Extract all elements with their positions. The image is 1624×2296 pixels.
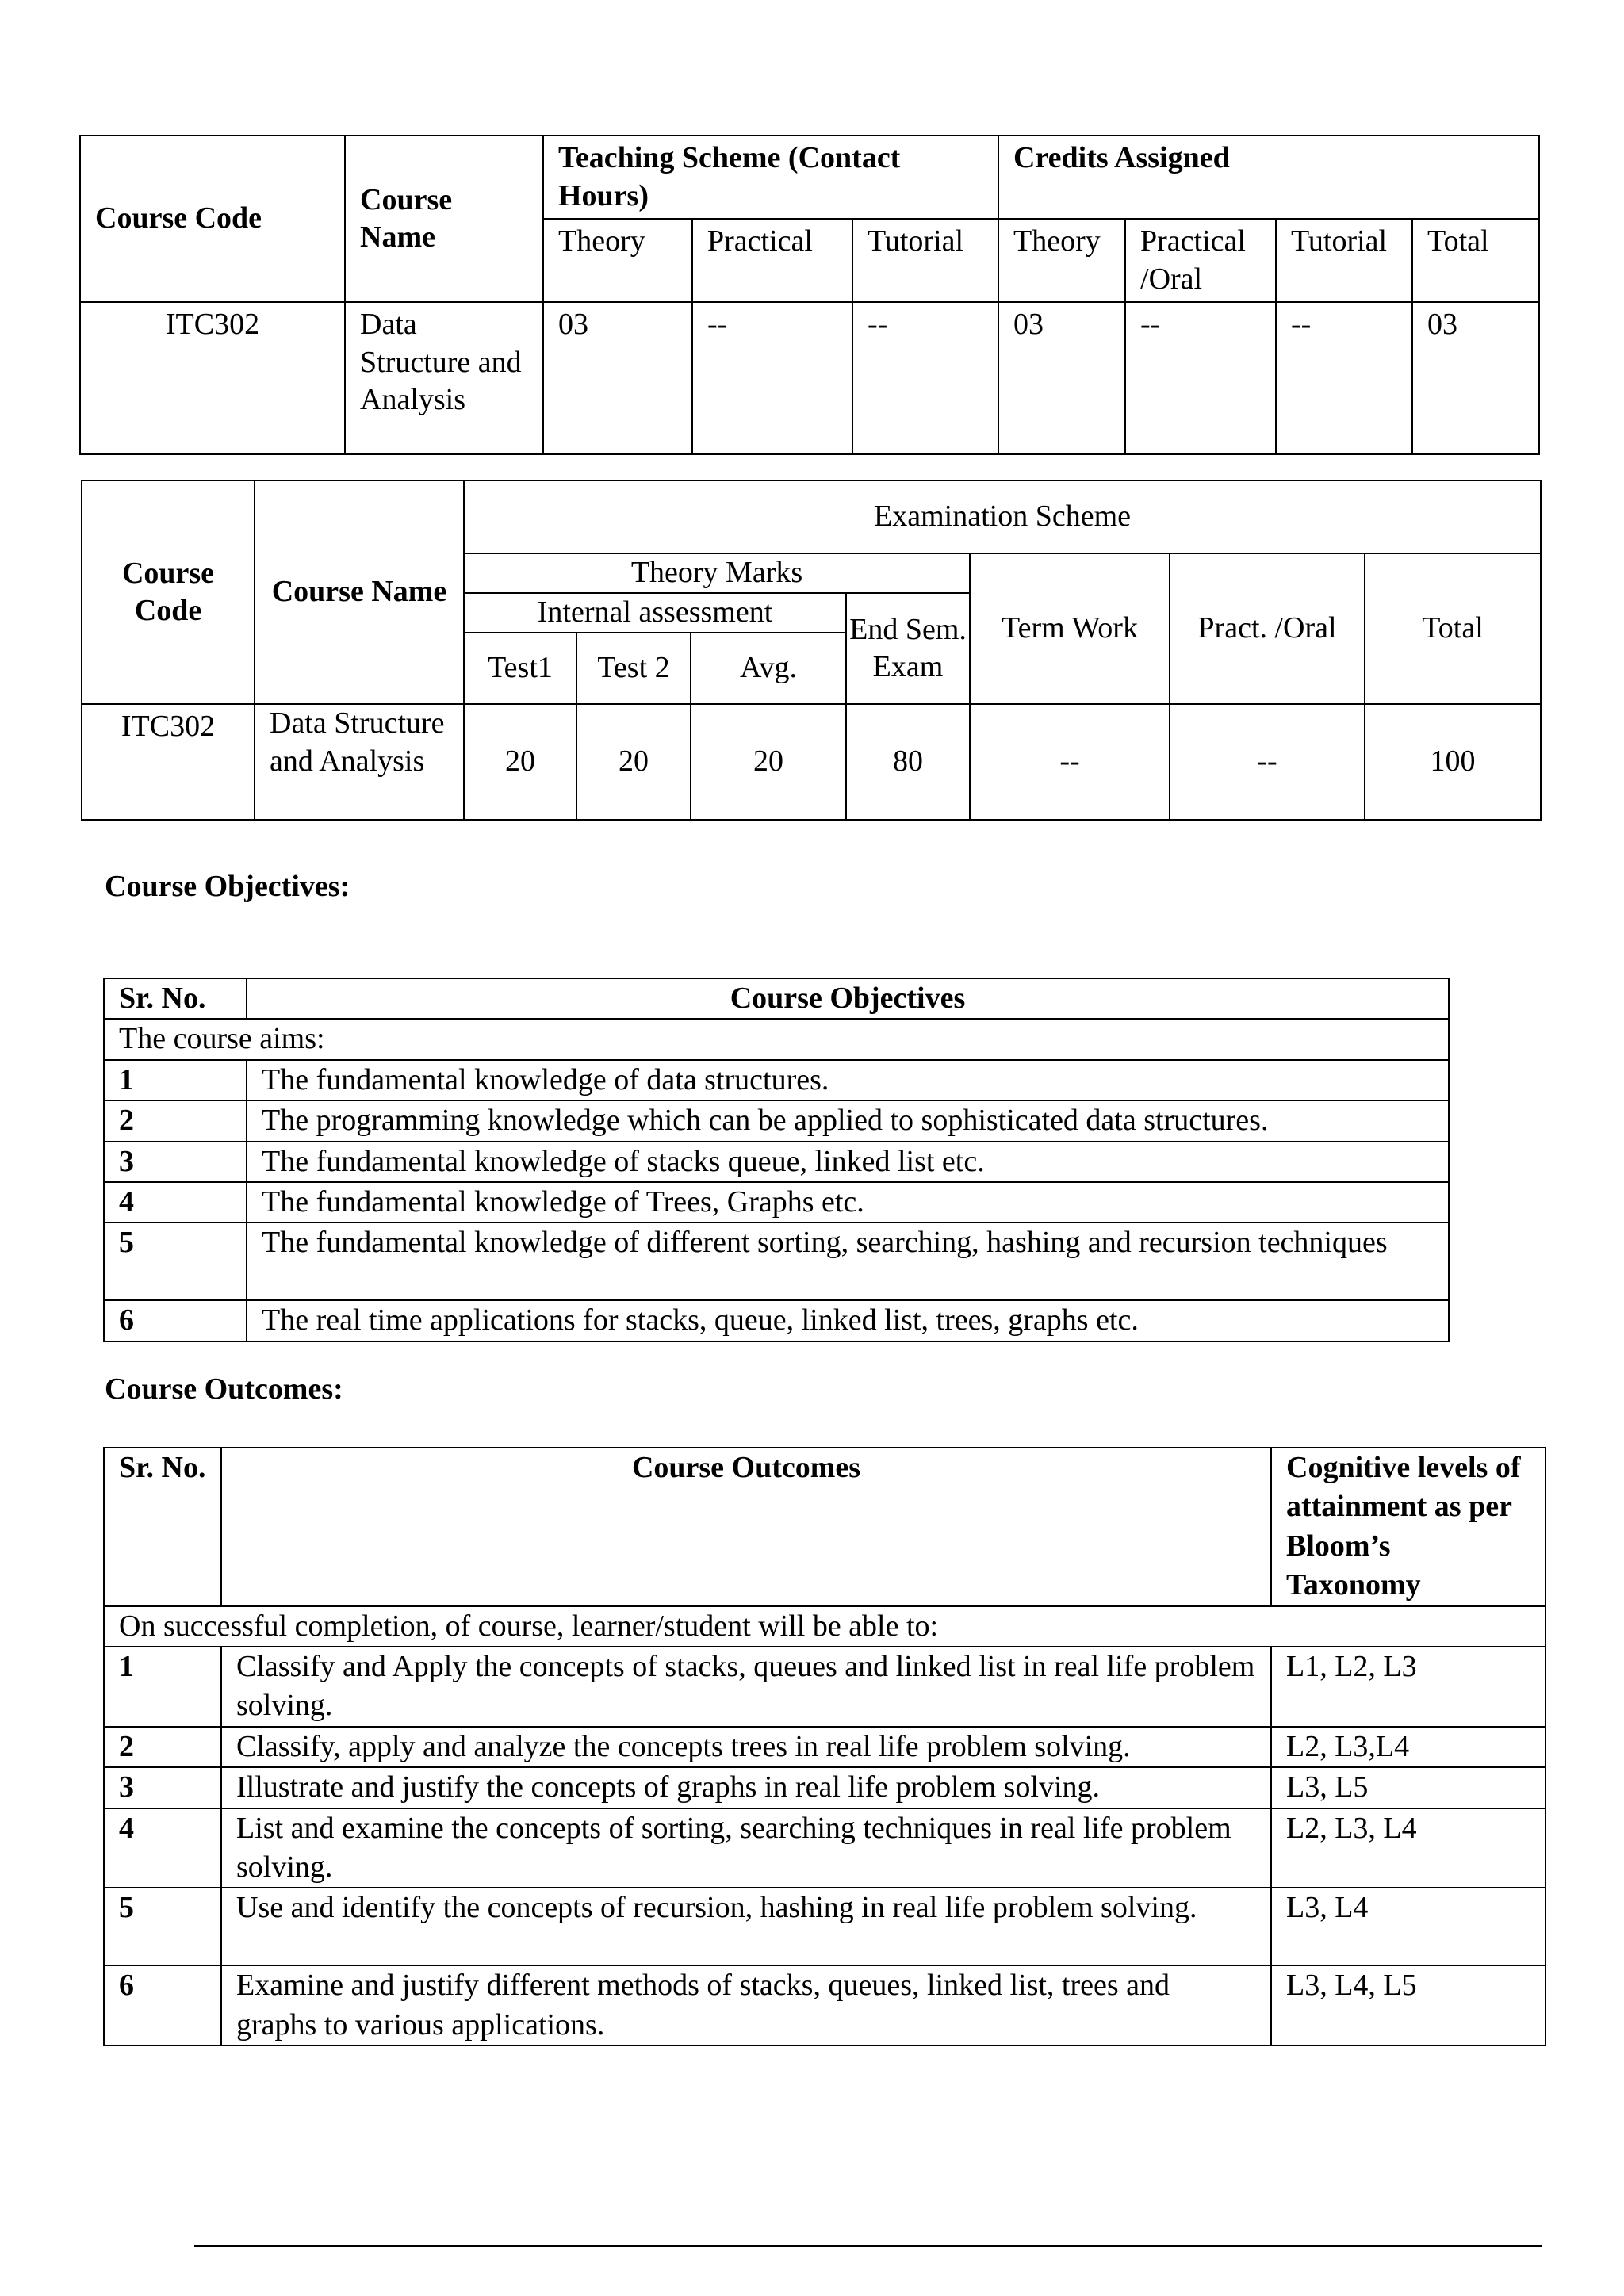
table-row [104, 1767, 1545, 1808]
header-teaching-scheme: Teaching Scheme (Contact Hours) [543, 136, 998, 219]
theory-hours-cell: 03 [543, 302, 692, 454]
header-sr-no: Sr. No. [104, 1448, 221, 1606]
test1-cell: 20 [464, 704, 576, 820]
sub-header-credit-tutorial: Tutorial [1276, 219, 1412, 302]
header-theory-marks: Theory Marks [464, 553, 970, 593]
footer-divider [194, 2245, 1542, 2247]
avg-cell: 20 [691, 704, 846, 820]
header-total: Total [1365, 553, 1541, 704]
course-outcomes-table [103, 1447, 1546, 2046]
objective-text: The fundamental knowledge of different sorting, searching, hashing and recursion techniques [247, 1223, 1449, 1300]
outcome-no: 5 [104, 1888, 221, 1965]
tutorial-credits-cell: -- [1276, 302, 1412, 454]
outcome-text: Classify and Apply the concepts of stacks, queues and linked list in real life problem solving. [221, 1647, 1271, 1727]
outcome-level: L3, L4 [1271, 1888, 1545, 1965]
test2-cell: 20 [576, 704, 691, 820]
table-row [104, 1808, 1545, 1888]
outcome-level: L1, L2, L3 [1271, 1647, 1545, 1727]
header-pract-oral: Pract. /Oral [1170, 553, 1365, 704]
examination-scheme-table [81, 480, 1542, 821]
table-row [104, 1060, 1449, 1100]
header-credits-assigned: Credits Assigned [998, 136, 1539, 219]
sub-header-tutorial: Tutorial [852, 219, 998, 302]
table-row [104, 1300, 1449, 1341]
table-row [104, 1888, 1545, 1965]
outcome-level: L2, L3, L4 [1271, 1808, 1545, 1888]
objective-no: 3 [104, 1142, 247, 1182]
outcome-no: 6 [104, 1965, 221, 2045]
objective-no: 4 [104, 1182, 247, 1223]
objective-no: 6 [104, 1300, 247, 1341]
outcome-text: List and examine the concepts of sorting, searching techniques in real life problem solving. [221, 1808, 1271, 1888]
course-objectives-heading: Course Objectives: [105, 870, 350, 903]
objective-text: The fundamental knowledge of data structures. [247, 1060, 1449, 1100]
course-name-cell: Data Structure and Analysis [255, 704, 464, 820]
teaching-scheme-table [79, 135, 1540, 455]
total-credits-cell: 03 [1412, 302, 1539, 454]
outcomes-intro: On successful completion, of course, learner/student will be able to: [104, 1606, 1545, 1647]
course-name-cell: Data Structure and Analysis [345, 302, 543, 454]
outcome-text: Illustrate and justify the concepts of graphs in real life problem solving. [221, 1767, 1271, 1808]
sub-header-practical: Practical [692, 219, 852, 302]
table-row [104, 1647, 1545, 1727]
objective-text: The fundamental knowledge of Trees, Graphs etc. [247, 1182, 1449, 1223]
outcome-no: 4 [104, 1808, 221, 1888]
total-cell: 100 [1365, 704, 1541, 820]
outcome-no: 2 [104, 1727, 221, 1767]
header-course-name: Course Name [255, 480, 464, 704]
pract-oral-cell: -- [1170, 704, 1365, 820]
header-sr-no: Sr. No. [104, 978, 247, 1019]
outcome-level: L2, L3,L4 [1271, 1727, 1545, 1767]
table-row [104, 1142, 1449, 1182]
outcome-no: 1 [104, 1647, 221, 1727]
objective-no: 1 [104, 1060, 247, 1100]
table-row [104, 1223, 1449, 1300]
objectives-intro: The course aims: [104, 1019, 1449, 1059]
sub-header-theory: Theory [543, 219, 692, 302]
outcome-text: Examine and justify different methods of stacks, queues, linked list, trees and graphs to various applications. [221, 1965, 1271, 2045]
header-internal-assessment: Internal assessment [464, 593, 846, 633]
table-row [82, 704, 1541, 820]
header-course-objectives: Course Objectives [247, 978, 1449, 1019]
outcome-text: Classify, apply and analyze the concepts trees in real life problem solving. [221, 1727, 1271, 1767]
table-row [104, 1100, 1449, 1141]
course-code-cell: ITC302 [82, 704, 255, 820]
header-course-code: Course Code [82, 480, 255, 704]
sub-header-credit-total: Total [1412, 219, 1539, 302]
course-objectives-table [103, 978, 1450, 1342]
header-avg: Avg. [691, 633, 846, 704]
header-course-code: Course Code [80, 136, 345, 302]
end-sem-cell: 80 [846, 704, 970, 820]
table-row [104, 1182, 1449, 1223]
header-course-outcomes: Course Outcomes [221, 1448, 1271, 1606]
table-row [104, 1727, 1545, 1767]
tutorial-hours-cell: -- [852, 302, 998, 454]
outcome-level: L3, L5 [1271, 1767, 1545, 1808]
objective-text: The real time applications for stacks, queue, linked list, trees, graphs etc. [247, 1300, 1449, 1341]
header-cognitive-levels: Cognitive levels of attainment as per Bloom’s Taxonomy [1271, 1448, 1545, 1606]
header-course-name: Course Name [345, 136, 543, 302]
outcome-level: L3, L4, L5 [1271, 1965, 1545, 2045]
sub-header-credit-theory: Theory [998, 219, 1125, 302]
outcome-no: 3 [104, 1767, 221, 1808]
sub-header-credit-practical-oral: Practical /Oral [1125, 219, 1276, 302]
practical-hours-cell: -- [692, 302, 852, 454]
header-test2: Test 2 [576, 633, 691, 704]
objective-no: 5 [104, 1223, 247, 1300]
outcome-text: Use and identify the concepts of recursion, hashing in real life problem solving. [221, 1888, 1271, 1965]
theory-credits-cell: 03 [998, 302, 1125, 454]
header-test1: Test1 [464, 633, 576, 704]
header-end-sem-exam: End Sem. Exam [846, 593, 970, 704]
table-row [80, 302, 1539, 454]
objective-no: 2 [104, 1100, 247, 1141]
practical-oral-credits-cell: -- [1125, 302, 1276, 454]
table-row [104, 1965, 1545, 2045]
term-work-cell: -- [970, 704, 1170, 820]
objective-text: The programming knowledge which can be applied to sophisticated data structures. [247, 1100, 1449, 1141]
header-examination-scheme: Examination Scheme [464, 480, 1541, 553]
course-outcomes-heading: Course Outcomes: [105, 1372, 343, 1406]
course-code-cell: ITC302 [80, 302, 345, 454]
objective-text: The fundamental knowledge of stacks queue, linked list etc. [247, 1142, 1449, 1182]
header-term-work: Term Work [970, 553, 1170, 704]
